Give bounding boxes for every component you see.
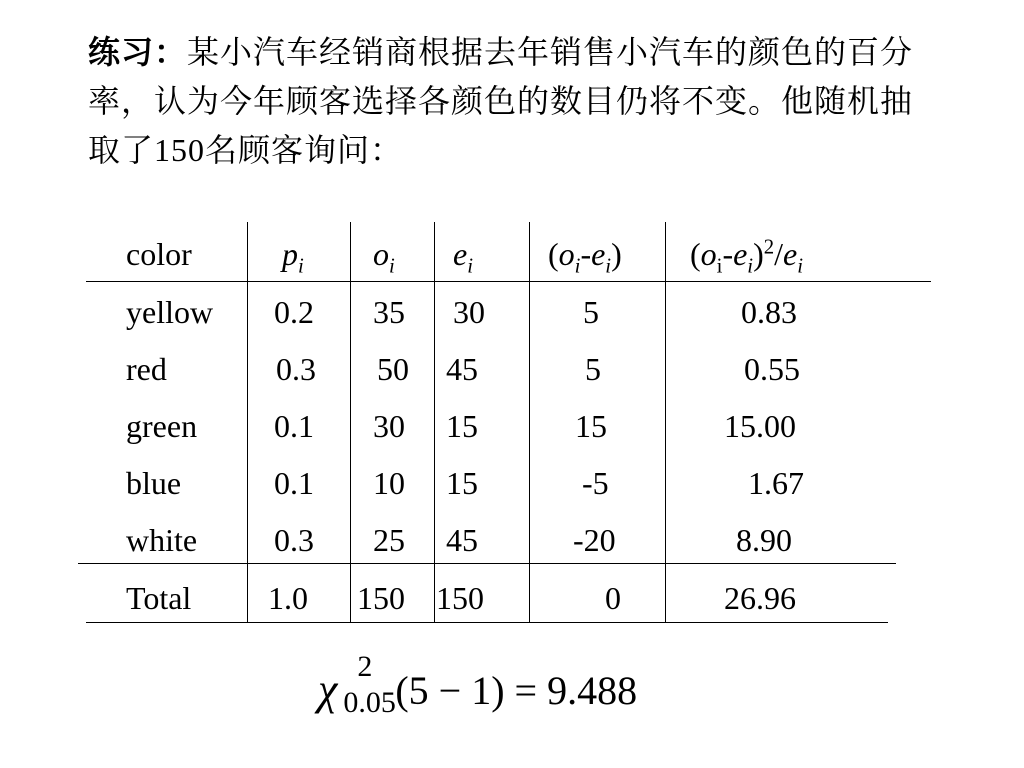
cell-e: 15: [446, 465, 478, 501]
chi-superscript: 2: [357, 650, 373, 683]
cell-e: 15: [446, 408, 478, 444]
header-chi-term: $(o_i-e_i)^2/e_i$: [690, 235, 804, 278]
cell-o: 25: [373, 522, 405, 558]
column-divider: [350, 222, 351, 622]
problem-text: 某小汽车经销商根据去年销售小汽车的颜色的百分率，认为今年顾客选择各颜色的数目仍将不变。他随机抽取了150名顾客询问：: [88, 34, 914, 168]
cell-difference: 5: [585, 351, 601, 387]
cell-chi-term: 8.90: [736, 522, 792, 558]
cell-difference: -5: [582, 465, 609, 501]
cell-p: 0.3: [276, 351, 316, 387]
cell-difference: 5: [583, 294, 599, 330]
bottom-rule: [86, 622, 888, 623]
cell-o: 50: [377, 351, 409, 387]
column-divider: [529, 222, 530, 622]
header-color: color: [126, 236, 192, 272]
cell-o: 35: [373, 294, 405, 330]
cell-difference: -20: [573, 522, 616, 558]
formula-expression: (5 − 1) = 9.488: [395, 668, 638, 713]
total-label: Total: [126, 580, 192, 616]
cell-p: 0.1: [274, 465, 314, 501]
cell-chi-term: 0.55: [744, 351, 800, 387]
cell-p: 0.1: [274, 408, 314, 444]
header-p: $p_i$: [282, 236, 304, 278]
header-difference: $(o_i-e_i)$: [548, 236, 622, 278]
total-difference: 0: [605, 580, 621, 616]
cell-color: red: [126, 351, 167, 387]
cell-chi-term: 15.00: [724, 408, 796, 444]
header-rule: [86, 281, 931, 282]
column-divider: [665, 222, 666, 622]
problem-statement: [88, 28, 938, 175]
cell-e: 45: [446, 351, 478, 387]
chi-subscript: 0.05: [343, 686, 396, 719]
cell-color: green: [126, 408, 198, 444]
total-o: 150: [357, 580, 405, 616]
cell-e: 30: [453, 294, 485, 330]
cell-o: 10: [373, 465, 405, 501]
header-e: $e_i$: [453, 236, 473, 278]
cell-color: white: [126, 522, 198, 558]
cell-o: 30: [373, 408, 405, 444]
cell-chi-term: 1.67: [748, 465, 804, 501]
problem-label: 练习：: [88, 34, 188, 70]
column-divider: [247, 222, 248, 622]
cell-e: 45: [446, 522, 478, 558]
column-divider: [434, 222, 435, 622]
total-p: 1.0: [268, 580, 308, 616]
total-chi: 26.96: [724, 580, 796, 616]
chi-symbol: χ: [318, 665, 338, 714]
cell-color: yellow: [126, 294, 214, 330]
total-e: 150: [436, 580, 484, 616]
cell-chi-term: 0.83: [741, 294, 797, 330]
header-o: $o_i$: [373, 236, 395, 278]
cell-difference: 15: [575, 408, 607, 444]
total-rule: [78, 563, 896, 564]
cell-p: 0.2: [274, 294, 314, 330]
cell-color: blue: [126, 465, 182, 501]
critical-value-formula: [318, 650, 638, 721]
cell-p: 0.3: [274, 522, 314, 558]
